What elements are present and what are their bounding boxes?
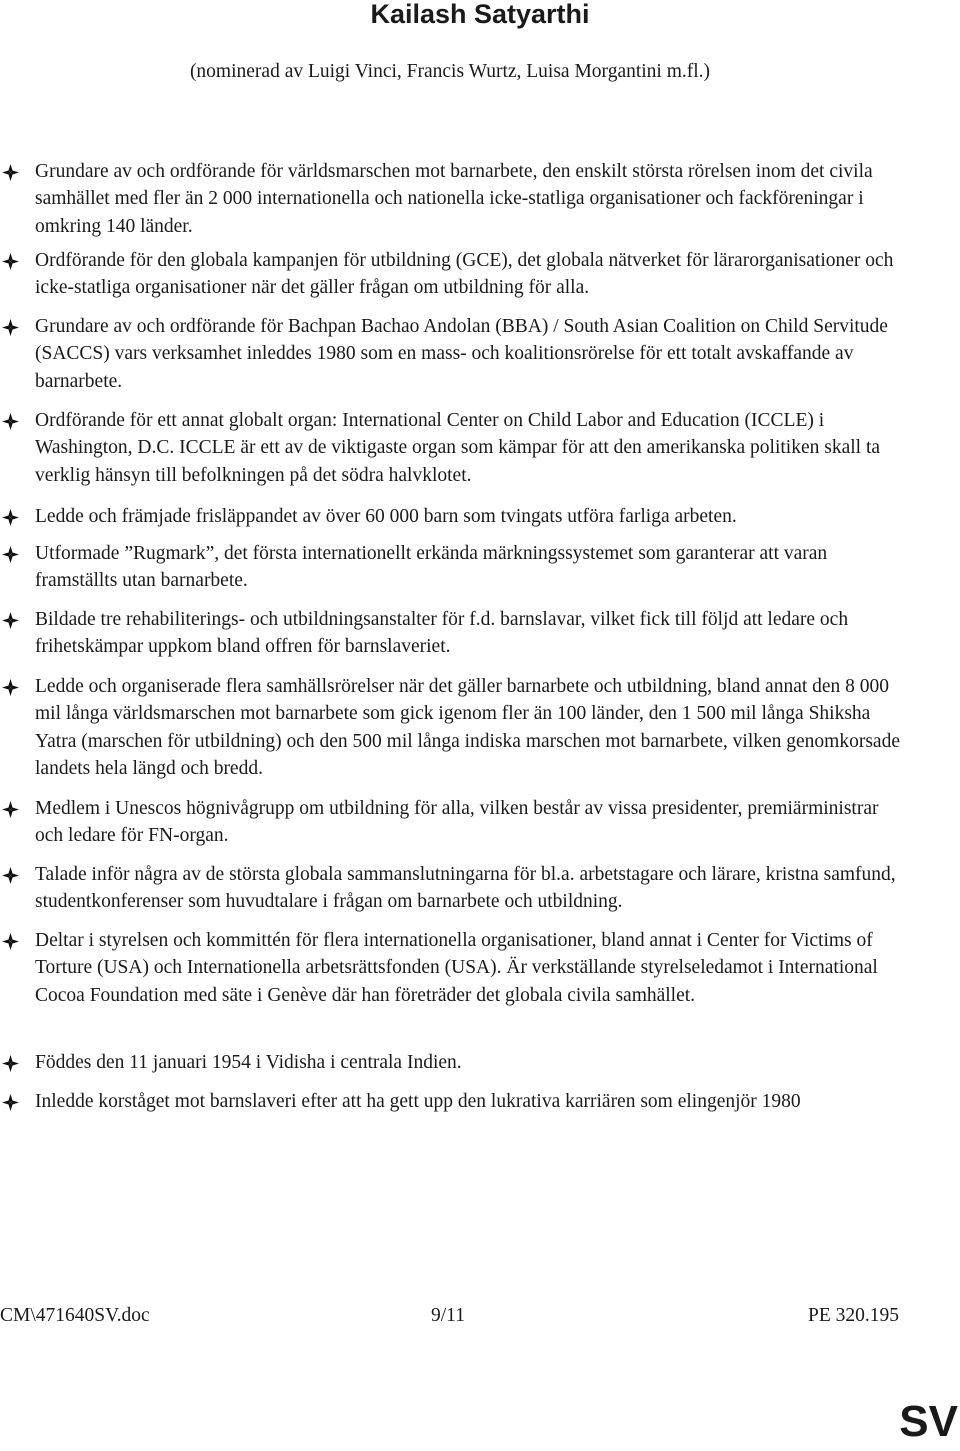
- bullet-text: Grundare av och ordförande för Bachpan Bachao Andolan (BBA) / South Asian Coalition on Child Servitude (SACCS) vars verksamhet inleddes 1980 som en mass- och koalitionsrörelse för ett totalt avskaffande av barnarbete.: [35, 316, 888, 392]
- diamond-bullet-icon: [2, 933, 19, 950]
- diamond-bullet-icon: [2, 679, 19, 696]
- bullet-text: Bildade tre rehabiliterings- och utbildningsanstalter för f.d. barnslavar, vilket fick till följd att ledare och frihetskämpar uppkom bland offren för barnslaveriet.: [35, 609, 849, 658]
- footer-pe-reference: PE 320.195: [808, 1305, 900, 1326]
- diamond-bullet-icon: [2, 319, 19, 336]
- diamond-bullet-icon: [2, 801, 19, 818]
- footer-page-number: 9/11: [431, 1305, 465, 1326]
- diamond-bullet-icon: [2, 867, 19, 884]
- language-code: SV: [899, 1397, 958, 1446]
- bullet-text: Ledde och främjade frisläppandet av över 60 000 barn som tvingats utföra farliga arbeten.: [35, 506, 737, 527]
- bullet-text: Deltar i styrelsen och kommittén för flera internationella organisationer, bland annat i Center for Victims of Torture (USA) och Internationella arbetsrättsfonden (USA). Är verkställande styrelseledamot i International Cocoa Foundation med säte i Genève där han företräder det globala civila samhället.: [35, 930, 878, 1006]
- footer-doc-reference: CM\471640SV.doc: [0, 1305, 150, 1326]
- document-title: Kailash Satyarthi: [370, 0, 590, 29]
- diamond-bullet-icon: [2, 413, 19, 430]
- diamond-bullet-icon: [2, 546, 19, 563]
- bullet-text: Talade inför några av de största globala sammanslutningarna för bl.a. arbetstagare och lärare, kristna samfund, studentkonferenser som huvudtalare i frågan om barnarbete och utbildning.: [35, 864, 896, 913]
- diamond-bullet-icon: [2, 1094, 19, 1111]
- diamond-bullet-icon: [2, 253, 19, 270]
- nominees-line: (nominerad av Luigi Vinci, Francis Wurtz, Luisa Morgantini m.fl.): [189, 61, 711, 82]
- diamond-bullet-icon: [2, 612, 19, 629]
- bullet-text: Grundare av och ordförande för världsmarschen mot barnarbete, den enskilt största rörelsen inom det civila samhället med fler än 2 000 internationella och nationella icke-statliga organisationer och fackföreningar i omkring 140 länder.: [35, 161, 873, 237]
- bullet-text: Ordförande för ett annat globalt organ: International Center on Child Labor and Education (ICCLE) i Washington, D.C. ICCLE är ett av de viktigaste organ som kämpar för att den amerikanska politiken skall ta verklig hänsyn till befolkningen på det södra halvklotet.: [35, 410, 881, 486]
- diamond-bullet-icon: [2, 1055, 19, 1072]
- bullet-text: Föddes den 11 januari 1954 i Vidisha i centrala Indien.: [35, 1052, 462, 1073]
- diamond-bullet-icon: [2, 164, 19, 181]
- bullet-text: Medlem i Unescos högnivågrupp om utbildning för alla, vilken består av vissa presidenter, premiärministrar och ledare för FN-organ.: [35, 798, 879, 847]
- diamond-bullet-icon: [2, 509, 19, 526]
- bullet-text: Inledde korståget mot barnslaveri efter att ha gett upp den lukrativa karriären som elingenjör 1980: [35, 1091, 801, 1112]
- bullet-text: Utformade ”Rugmark”, det första internationellt erkända märkningssystemet som garanterar att varan framställts utan barnarbete.: [35, 543, 828, 592]
- bullet-text: Ledde och organiserade flera samhällsrörelser när det gäller barnarbete och utbildning, bland annat den 8 000 mil långa världsmarschen mot barnarbete som gick igenom fler än 100 länder, den 1 500 mil långa Shiksha Yatra (marschen för utbildning) och den 500 mil långa indiska marschen mot barnarbete, vilken genomkorsade landets hela längd och bredd.: [35, 676, 900, 779]
- bullet-text: Ordförande för den globala kampanjen för utbildning (GCE), det globala nätverket för lärarorganisationer och icke-statliga organisationer när det gäller frågan om utbildning för alla.: [35, 250, 894, 299]
